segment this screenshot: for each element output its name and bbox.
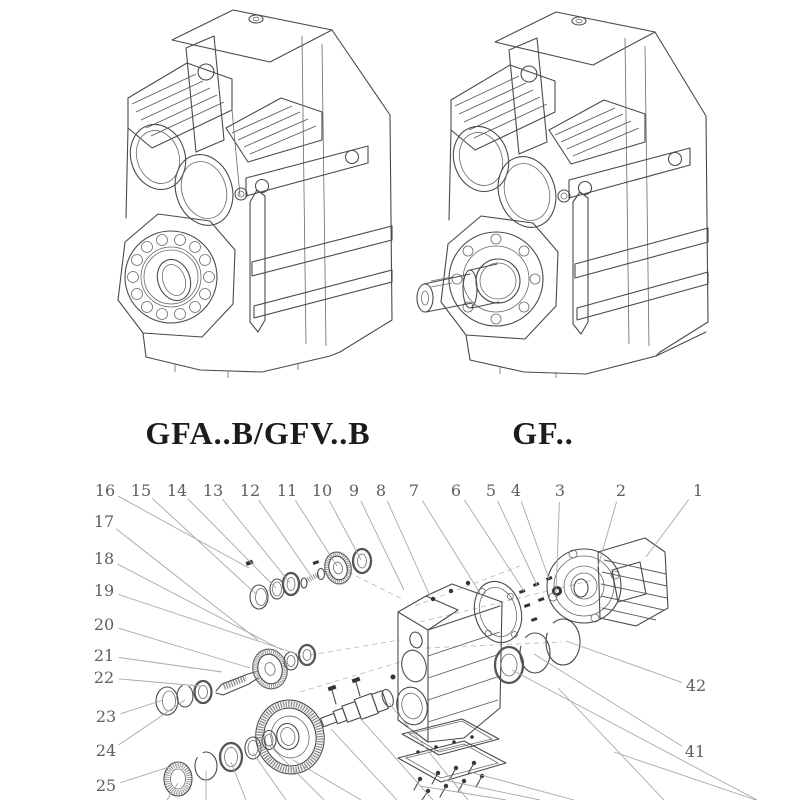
callout-number-8: 8: [375, 481, 387, 500]
callout-number-1: 1: [692, 481, 704, 500]
leader-line-2: [597, 502, 617, 570]
output-bearing: [125, 231, 217, 323]
callout-number-5: 5: [485, 481, 497, 500]
cover-bolts: [414, 761, 484, 800]
callout-number-23: 23: [95, 707, 117, 726]
callout-number-18: 18: [93, 549, 115, 568]
callout-number-19: 19: [93, 581, 115, 600]
callout-layer: [94, 481, 757, 800]
leader-line-21: [119, 657, 222, 672]
leader-line-42: [566, 641, 682, 682]
right-gearbox-drawing: [417, 12, 708, 378]
leader-line-17: [116, 529, 258, 640]
leader-line-18: [117, 564, 282, 650]
callout-number-9: 9: [348, 481, 360, 500]
callout-number-21: 21: [93, 646, 115, 665]
cutoff-leader-9: [420, 786, 506, 800]
cutoff-leader-6: [331, 729, 397, 800]
output-shaft: [417, 264, 499, 312]
leader-line-6: [464, 500, 524, 591]
callout-number-13: 13: [202, 481, 224, 500]
leader-line-19: [118, 594, 300, 655]
leader-line-11: [295, 500, 337, 566]
cutoff-leader-10: [444, 780, 540, 800]
cutoff-leader-3: [253, 753, 286, 800]
leader-line-10: [329, 501, 361, 560]
callout-number-11: 11: [276, 481, 298, 500]
callout-number-15: 15: [130, 481, 152, 500]
input-gear: [321, 549, 354, 587]
callout-number-6: 6: [450, 481, 462, 500]
cutoff-leader-5: [293, 760, 361, 800]
output-shaft-exploded: [319, 687, 397, 732]
cutoff-leader-12: [512, 670, 757, 800]
small-fasteners: [519, 576, 562, 622]
callout-number-25: 25: [95, 776, 117, 795]
leader-line-24: [119, 700, 185, 745]
bottom-cover-parts: [398, 719, 506, 800]
leader-line-12: [259, 500, 311, 576]
leader-line-15: [152, 498, 257, 595]
model-label-right: GF..: [512, 415, 574, 451]
input-shaft-parts: [245, 549, 371, 609]
callout-number-42: 42: [685, 676, 707, 695]
output-flange: [449, 232, 543, 326]
cutoff-leader-13: [558, 688, 664, 800]
callout-number-10: 10: [311, 481, 333, 500]
callout-number-17: 17: [93, 512, 115, 531]
leader-line-4: [521, 501, 549, 579]
leader-line-9: [361, 501, 404, 590]
leader-line-8: [387, 501, 430, 596]
callout-number-16: 16: [94, 481, 116, 500]
leader-line-41: [534, 654, 682, 746]
callout-number-14: 14: [166, 481, 188, 500]
intermediate-gear: [248, 645, 291, 692]
bearing-and-rings: [495, 619, 580, 683]
leader-line-13: [223, 499, 290, 583]
callout-number-2: 2: [615, 481, 627, 500]
callout-number-24: 24: [95, 741, 117, 760]
adapter-gasket: [468, 576, 528, 648]
leader-line-22: [119, 679, 200, 686]
model-label-left: GFA..B/GFV..B: [145, 415, 371, 451]
leader-line-16: [118, 496, 249, 568]
callout-number-7: 7: [408, 481, 420, 500]
callout-number-3: 3: [554, 481, 566, 500]
callout-number-22: 22: [93, 668, 115, 687]
callout-number-4: 4: [510, 481, 522, 500]
exploded-housing: [393, 581, 502, 742]
left-gearbox-drawing: [118, 10, 392, 378]
callout-number-41: 41: [684, 742, 706, 761]
callout-number-12: 12: [239, 481, 261, 500]
callout-number-20: 20: [93, 615, 115, 634]
exploded-view: [94, 481, 757, 800]
output-gear: [249, 694, 331, 781]
leader-line-3: [556, 502, 559, 592]
leader-line-20: [118, 628, 250, 668]
leader-line-1: [646, 500, 689, 557]
